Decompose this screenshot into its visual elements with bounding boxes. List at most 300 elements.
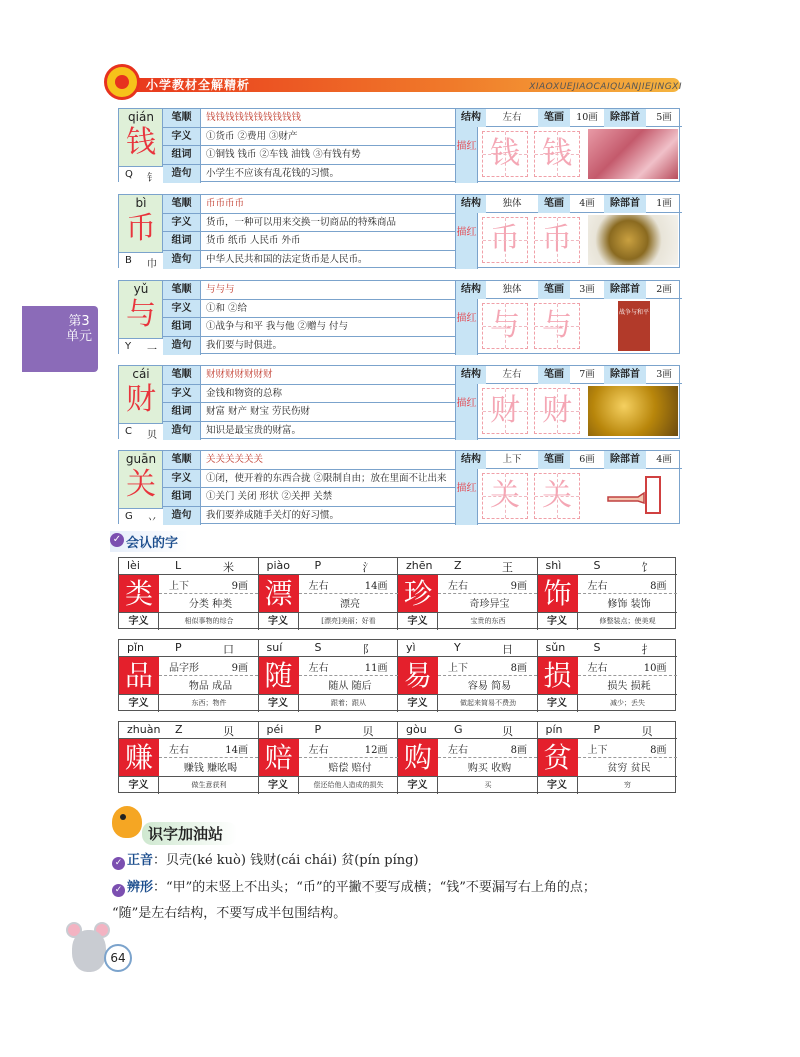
- meta-value: 独体: [502, 284, 522, 295]
- meaning-label: 字义: [538, 777, 578, 794]
- row-label: 组词: [163, 488, 201, 506]
- header-pinyin-title: XIAOXUEJIAOCAIQUANJIEJINGXI: [529, 82, 682, 92]
- row-label: 组词: [163, 318, 201, 336]
- row-value: 财财财财财财财: [206, 369, 273, 380]
- recognize-pinyin: zhēn: [406, 559, 433, 572]
- row-value: ①关门 关闭 形状 ②关押 关禁: [206, 491, 333, 502]
- book-title: 战争与和平: [619, 309, 650, 316]
- recognize-char: 贫: [538, 739, 578, 776]
- recognize-meaning: 穷: [624, 781, 631, 789]
- char-meta: [456, 451, 682, 469]
- meta-value: 5画: [656, 112, 672, 123]
- row-value: ①货币 ②费用 ③财产: [206, 130, 298, 142]
- recognize-info: [299, 575, 398, 612]
- char-row-meaning: [163, 470, 455, 489]
- recognize-table: [118, 557, 676, 629]
- recognize-meaning-row: [538, 694, 678, 712]
- row-value: 货币 纸币 人民币 外币: [206, 235, 301, 246]
- recognize-strokes: 8画: [510, 663, 527, 674]
- row-value: 与与与: [206, 284, 235, 295]
- recognize-info: [578, 739, 677, 776]
- recognize-info: [159, 575, 258, 612]
- row-value: 财富 财产 财宝 劳民伤财: [206, 406, 311, 417]
- recognize-info: [438, 575, 537, 612]
- gold-coins-photo: [588, 386, 678, 436]
- index-letter: C: [125, 426, 132, 437]
- recognize-info: [159, 657, 258, 694]
- recognize-meaning-row: [538, 612, 678, 630]
- recognize-pinyin: péi: [266, 723, 284, 736]
- recognize-pinyin: suí: [266, 641, 283, 654]
- money-photo: [588, 129, 678, 179]
- char-rows: [163, 366, 455, 440]
- char-right: [455, 195, 681, 269]
- recognize-letter: Z: [454, 559, 462, 572]
- recognize-meaning: 宝贵的东西: [470, 617, 506, 625]
- check-icon: ✓: [112, 884, 125, 897]
- index-cell: [119, 252, 163, 269]
- char-card: [118, 194, 680, 268]
- trace-char: 财: [542, 393, 572, 428]
- meaning-label: 字义: [259, 777, 299, 794]
- recognize-char: 易: [398, 657, 438, 694]
- recognize-words: 赔偿 赔付: [328, 763, 372, 774]
- meta-label: 除部首: [604, 451, 646, 469]
- char-row-stroke: [163, 109, 455, 128]
- section-title-recognize: 会认的字: [110, 531, 188, 552]
- row-value: 中华人民共和国的法定货币是人民币。: [206, 253, 368, 265]
- recognize-meaning-row: [398, 694, 538, 712]
- char-cell: [119, 109, 163, 183]
- recognize-structure: 上下: [169, 581, 189, 592]
- meta-label: 笔画: [538, 109, 570, 127]
- char-rows: [163, 195, 455, 269]
- meta-value: 4画: [579, 198, 595, 209]
- meta-label: 结构: [456, 195, 486, 213]
- recognize-letter: P: [593, 723, 601, 736]
- row-value: 钱钱钱钱钱钱钱钱钱钱: [206, 112, 302, 123]
- mouse-mascot-icon: [72, 930, 106, 972]
- row-value: 知识是最宝贵的财富。: [206, 424, 302, 436]
- recognize-top: [119, 722, 259, 739]
- trace-char: 与: [542, 308, 572, 343]
- row-value: 金钱和物资的总称: [206, 387, 283, 399]
- index-radical: 丷: [147, 515, 157, 526]
- recognize-meaning: 做生意获利: [191, 781, 227, 789]
- page-number: 64: [104, 944, 132, 972]
- recognize-radical: 贝: [223, 725, 234, 738]
- row-label: 组词: [163, 403, 201, 421]
- recognize-pinyin: piào: [266, 559, 291, 572]
- index-letter: Q: [125, 169, 133, 180]
- recognize-strokes: 8画: [650, 745, 667, 756]
- trace-label: 描红: [456, 213, 478, 269]
- char-row-words: [163, 318, 455, 337]
- char-row-sentence: [163, 422, 455, 440]
- recognize-radical: 日: [502, 643, 513, 656]
- meta-label: 除部首: [604, 109, 646, 127]
- row-label: 字义: [163, 128, 201, 146]
- char-row-meaning: [163, 385, 455, 404]
- char-meta: [456, 281, 682, 299]
- char-row-words: [163, 232, 455, 251]
- tip-pronunciation: ✓ 正音：贝壳(ké kuò) 钱财(cái chái) 贫(pín píng): [112, 849, 419, 870]
- recognize-info: [438, 739, 537, 776]
- recognize-meaning: 修整装点；使美观: [599, 617, 656, 625]
- char-right: [455, 451, 681, 525]
- recognize-radical: 贝: [502, 725, 513, 738]
- row-label: 组词: [163, 232, 201, 250]
- recognize-strokes: 9画: [510, 581, 527, 592]
- recognize-words: 损失 损耗: [607, 681, 651, 692]
- recognize-cell: [259, 640, 399, 712]
- index-radical: 钅: [147, 173, 157, 184]
- recognize-meaning: 减少；丢失: [610, 699, 645, 707]
- recognize-letter: L: [175, 559, 182, 572]
- trace-char: 关: [490, 478, 520, 513]
- meta-value: 7画: [579, 369, 595, 380]
- recognize-letter: P: [175, 641, 182, 654]
- index-cell: [119, 508, 163, 525]
- char-meta: [456, 109, 682, 127]
- recognize-top: [119, 558, 259, 575]
- recognize-char: 损: [538, 657, 578, 694]
- recognize-letter: P: [314, 723, 322, 736]
- meaning-label: 字义: [119, 777, 159, 794]
- recognize-structure: 左右: [587, 581, 608, 592]
- recognize-words: 赚钱 赚吆喝: [183, 763, 238, 774]
- char-meta: [456, 366, 682, 384]
- row-label: 造句: [163, 251, 201, 269]
- meaning-label: 字义: [259, 695, 299, 712]
- recognize-cell: [119, 640, 259, 712]
- index-radical: 一: [147, 345, 157, 356]
- recognize-top: [259, 722, 399, 739]
- index-cell: [119, 423, 163, 440]
- char-big: 钱: [126, 125, 156, 160]
- trace-box: [482, 473, 528, 519]
- meaning-label: 字义: [538, 613, 578, 630]
- trace-box: [534, 217, 580, 263]
- meta-value: 10画: [576, 112, 598, 123]
- meaning-label: 字义: [398, 695, 438, 712]
- recognize-pinyin: yì: [406, 641, 416, 654]
- meta-label: 除部首: [604, 281, 646, 299]
- recognize-meaning: 东西；物件: [191, 699, 227, 707]
- char-pinyin: guān: [125, 452, 157, 466]
- recognize-structure: 上下: [448, 663, 468, 674]
- char-pinyin: yǔ: [133, 282, 149, 296]
- door-hand-icon: [588, 471, 678, 521]
- recognize-top: [119, 640, 259, 657]
- recognize-meaning: [漂亮]美丽；好看: [321, 617, 376, 625]
- meta-value: 左右: [502, 369, 522, 380]
- recognize-words: 奇珍异宝: [469, 599, 510, 610]
- recognize-cell: [398, 640, 538, 712]
- trace-box: [482, 303, 528, 349]
- recognize-letter: S: [314, 641, 322, 654]
- row-label: 字义: [163, 214, 201, 232]
- recognize-structure: 品字形: [169, 663, 199, 674]
- recognize-meaning-row: [259, 776, 399, 794]
- recognize-pinyin: lèi: [127, 559, 140, 572]
- meta-label: 除部首: [604, 366, 646, 384]
- header-title: 小学教材全解精析: [146, 78, 251, 92]
- recognize-strokes: 8画: [650, 581, 667, 592]
- meta-label: 除部首: [604, 195, 646, 213]
- recognize-letter: S: [593, 559, 601, 572]
- meta-value: 独体: [502, 198, 522, 209]
- index-cell: [119, 166, 163, 183]
- meaning-label: 字义: [259, 613, 299, 630]
- recognize-meaning-row: [259, 612, 399, 630]
- char-pinyin: cái: [132, 367, 150, 381]
- recognize-structure: 左右: [448, 745, 468, 756]
- char-pinyin: qián: [128, 110, 154, 124]
- trace-char: 币: [542, 222, 572, 257]
- recognize-info: [578, 575, 677, 612]
- recognize-words: 贫穷 贫民: [607, 763, 651, 774]
- char-right: [455, 109, 681, 183]
- recognize-top: [538, 722, 678, 739]
- check-icon: ✓: [110, 533, 124, 547]
- char-row-sentence: [163, 337, 455, 355]
- recognize-top: [398, 722, 538, 739]
- recognize-cell: [398, 558, 538, 630]
- meta-label: 结构: [456, 109, 486, 127]
- row-label: 笔顺: [163, 195, 201, 213]
- trace-label: 描红: [456, 384, 478, 440]
- recognize-pinyin: shì: [545, 559, 562, 572]
- recognize-structure: 左右: [448, 581, 468, 592]
- recognize-info: [159, 739, 258, 776]
- char-cell: [119, 281, 163, 355]
- recognize-structure: 上下: [587, 745, 608, 756]
- check-icon: ✓: [112, 857, 125, 870]
- recognize-strokes: 10画: [643, 663, 667, 674]
- row-value: ①和 ②给: [206, 302, 248, 314]
- row-value: ①铜钱 钱币 ②车钱 油钱 ③有钱有势: [206, 149, 361, 160]
- recognize-char: 饰: [538, 575, 578, 612]
- recognize-table: [118, 639, 676, 711]
- recognize-char: 类: [119, 575, 159, 612]
- recognize-letter: S: [593, 641, 601, 654]
- recognize-cell: [259, 722, 399, 794]
- row-label: 组词: [163, 146, 201, 164]
- recognize-char: 漂: [259, 575, 299, 612]
- recognize-words: 随从 随后: [328, 681, 372, 692]
- char-card: [118, 280, 680, 354]
- meta-label: 笔画: [538, 195, 570, 213]
- recognize-info: [299, 739, 398, 776]
- recognize-cell: [259, 558, 399, 630]
- recognize-top: [259, 640, 399, 657]
- index-radical: 贝: [147, 430, 157, 441]
- recognize-structure: 左右: [308, 663, 329, 674]
- row-label: 笔顺: [163, 451, 201, 469]
- trace-box: [482, 217, 528, 263]
- row-label: 造句: [163, 507, 201, 525]
- recognize-cell: [398, 722, 538, 794]
- recognize-strokes: 14画: [225, 745, 248, 756]
- meta-label: 笔画: [538, 281, 570, 299]
- index-letter: Y: [125, 341, 132, 352]
- recognize-structure: 左右: [587, 663, 608, 674]
- unit-side-tab-label: 第3 单元: [65, 314, 92, 344]
- recognize-top: [538, 558, 678, 575]
- char-row-words: [163, 488, 455, 507]
- recognize-words: 修饰 装饰: [607, 599, 651, 610]
- char-meta: [456, 195, 682, 213]
- row-value: 我们要与时俱进。: [206, 339, 283, 351]
- char-pinyin: bì: [135, 196, 147, 210]
- recognize-structure: 左右: [169, 745, 189, 756]
- char-big: 财: [126, 382, 156, 417]
- tip-shape: ✓ 辨形：“甲”的末竖上不出头；“币”的平撇不要写成横；“钱”不要漏写右上角的点；: [112, 876, 596, 897]
- char-big: 关: [126, 467, 156, 502]
- trace-char: 钱: [490, 136, 520, 171]
- meta-value: 3画: [656, 369, 672, 380]
- recognize-letter: Z: [175, 723, 183, 736]
- recognize-strokes: 8画: [510, 745, 527, 756]
- trace-char: 钱: [542, 136, 572, 171]
- recognize-radical: 饣: [641, 561, 653, 574]
- trace-label: 描红: [456, 127, 478, 183]
- meta-value: 4画: [656, 454, 672, 465]
- char-row-meaning: [163, 300, 455, 319]
- row-value: ①战争与和平 我与他 ②赠与 付与: [206, 321, 349, 332]
- recognize-meaning: 买: [484, 781, 492, 789]
- recognize-strokes: 9画: [231, 663, 248, 674]
- recognize-meaning: 相似事物的综合: [184, 617, 234, 625]
- index-cell: [119, 338, 163, 355]
- recognize-letter: Y: [454, 641, 461, 654]
- meaning-label: 字义: [538, 695, 578, 712]
- meaning-label: 字义: [119, 695, 159, 712]
- char-rows: [163, 451, 455, 525]
- recognize-table: [118, 721, 676, 793]
- recognize-letter: P: [314, 559, 322, 572]
- row-value: 币币币币: [206, 198, 245, 209]
- recognize-radical: 贝: [362, 725, 374, 738]
- trace-box: [482, 388, 528, 434]
- meta-label: 结构: [456, 281, 486, 299]
- meta-label: 笔画: [538, 451, 570, 469]
- recognize-radical: 氵: [362, 561, 374, 574]
- meaning-label: 字义: [398, 777, 438, 794]
- trace-char: 与: [490, 308, 520, 343]
- recognize-structure: 左右: [308, 745, 329, 756]
- char-row-sentence: [163, 165, 455, 183]
- row-label: 笔顺: [163, 109, 201, 127]
- recognize-meaning: 偿还给他人造成的损失: [313, 781, 384, 789]
- trace-char: 关: [542, 478, 572, 513]
- row-label: 字义: [163, 300, 201, 318]
- meaning-label: 字义: [398, 613, 438, 630]
- recognize-meaning-row: [119, 612, 259, 630]
- trace-label: 描红: [456, 299, 478, 355]
- recognize-words: 漂亮: [340, 599, 360, 610]
- recognize-top: [398, 640, 538, 657]
- recognize-strokes: 9画: [231, 581, 248, 592]
- recognize-meaning-row: [259, 694, 399, 712]
- char-rows: [163, 281, 455, 355]
- recognize-cell: [538, 722, 678, 794]
- row-label: 造句: [163, 422, 201, 440]
- char-row-meaning: [163, 214, 455, 233]
- meta-value: 上下: [502, 454, 522, 465]
- recognize-meaning-row: [119, 694, 259, 712]
- meta-value: 2画: [656, 284, 672, 295]
- recognize-char: 珍: [398, 575, 438, 612]
- char-card: [118, 365, 680, 439]
- recognize-words: 物品 成品: [188, 681, 233, 692]
- recognize-letter: G: [454, 723, 463, 736]
- row-label: 造句: [163, 165, 201, 183]
- row-value: ①闭，使开着的东西合拢 ②限制自由；放在里面不让出来: [206, 472, 447, 484]
- meta-label: 笔画: [538, 366, 570, 384]
- char-rows: [163, 109, 455, 183]
- char-big: 币: [126, 211, 156, 246]
- char-right: [455, 281, 681, 355]
- trace-box: [534, 388, 580, 434]
- recognize-char: 品: [119, 657, 159, 694]
- recognize-cell: [538, 640, 678, 712]
- mascot-eye-icon: [120, 814, 126, 820]
- recognize-meaning-row: [119, 776, 259, 794]
- row-label: 造句: [163, 337, 201, 355]
- recognize-info: [578, 657, 677, 694]
- recognize-cell: [538, 558, 678, 630]
- recognize-top: [259, 558, 399, 575]
- recognize-strokes: 11画: [364, 663, 388, 674]
- recognize-radical: 贝: [641, 725, 653, 738]
- row-value: 我们要养成随手关灯的好习惯。: [206, 509, 340, 521]
- trace-char: 财: [490, 393, 520, 428]
- recognize-char: 赚: [119, 739, 159, 776]
- char-cell: [119, 451, 163, 525]
- trace-box: [534, 473, 580, 519]
- recognize-top: [398, 558, 538, 575]
- recognize-radical: 阝: [362, 643, 374, 656]
- row-label: 字义: [163, 385, 201, 403]
- row-label: 笔顺: [163, 366, 201, 384]
- mascot-icon: [112, 806, 142, 838]
- tip-shape-cont: “随”是左右结构，不要写成半包围结构。: [112, 906, 347, 921]
- meta-value: 6画: [579, 454, 595, 465]
- recognize-cell: [119, 722, 259, 794]
- trace-label: 描红: [456, 469, 478, 525]
- char-row-words: [163, 146, 455, 165]
- recognize-words: 购买 收购: [467, 763, 512, 774]
- char-row-stroke: [163, 281, 455, 300]
- recognize-words: 分类 种类: [188, 599, 233, 610]
- index-radical: 巾: [147, 259, 157, 270]
- recognize-words: 容易 简易: [467, 681, 512, 692]
- tips-title: 识字加油站: [142, 822, 237, 845]
- recognize-meaning-row: [398, 776, 538, 794]
- row-value: 货币，一种可以用来交换一切商品的特殊商品: [206, 216, 397, 228]
- recognize-pinyin: pǐn: [127, 641, 145, 654]
- recognize-pinyin: sǔn: [545, 641, 566, 654]
- meta-label: 结构: [456, 451, 486, 469]
- char-card: [118, 108, 680, 182]
- recognize-radical: 扌: [641, 643, 653, 656]
- char-row-meaning: [163, 128, 455, 147]
- meaning-label: 字义: [119, 613, 159, 630]
- row-label: 字义: [163, 470, 201, 488]
- recognize-char: 赔: [259, 739, 299, 776]
